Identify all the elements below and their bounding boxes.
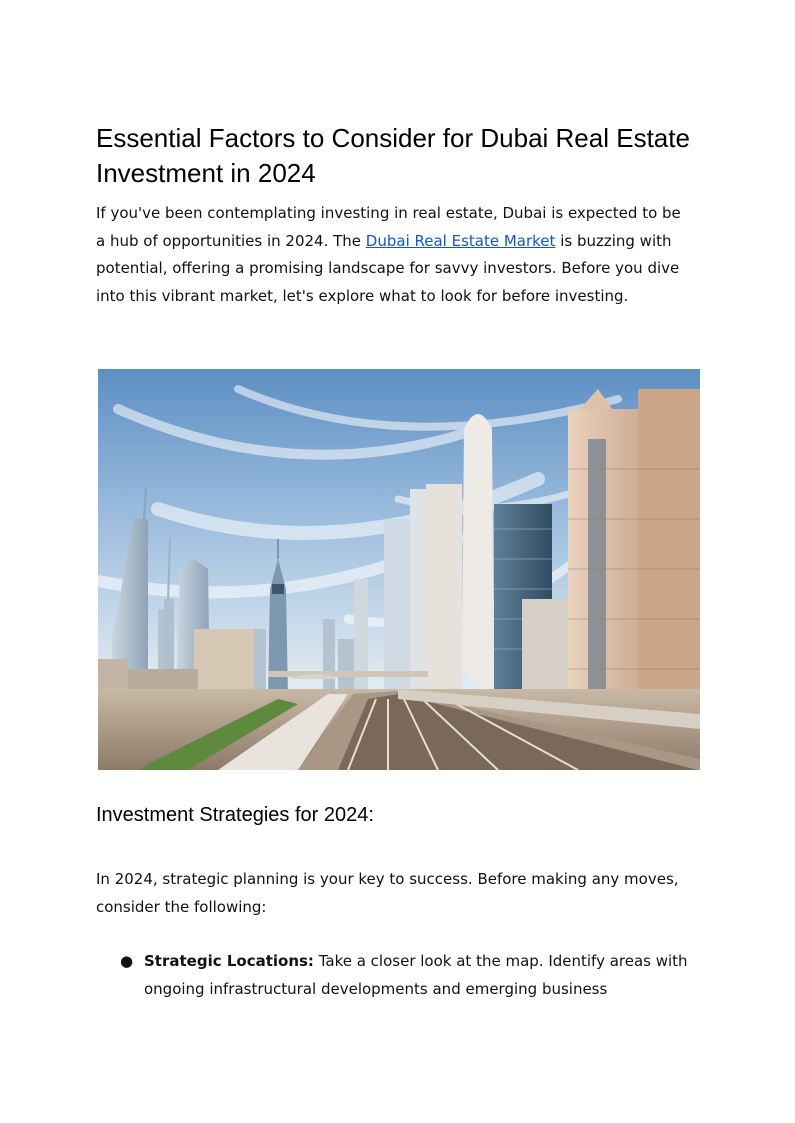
bullet-text: Take a closer look at the map. Identify areas with ongoing infrastructural developments and emerging business <box>144 952 688 998</box>
dubai-real-estate-market-link[interactable]: Dubai Real Estate Market <box>365 231 556 250</box>
intro-text-after-link: is buzzing with potential, offering a promising landscape for savvy investors. Before you dive into this vibrant market, let's explore what to look for before investing. <box>96 231 680 305</box>
intro-text-before-link: If you've been contemplating investing in real estate, Dubai is expected to be a hub of opportunities in 2024. The <box>96 204 681 250</box>
bullet-label: Strategic Locations: <box>144 952 314 970</box>
section-heading: Investment Strategies for 2024: <box>96 804 374 826</box>
page-title: Essential Factors to Consider for Dubai Real Estate Investment in 2024 <box>96 123 690 188</box>
section-paragraph: In 2024, strategic planning is your key to success. Before making any moves, consider the following: <box>96 870 679 916</box>
strategy-bullet-list <box>96 948 700 1003</box>
intro-paragraph <box>96 200 692 310</box>
bullet-item-strategic-locations <box>96 948 700 1003</box>
dubai-skyline-photo <box>98 369 700 770</box>
bullet-dot-icon: ● <box>120 952 134 970</box>
